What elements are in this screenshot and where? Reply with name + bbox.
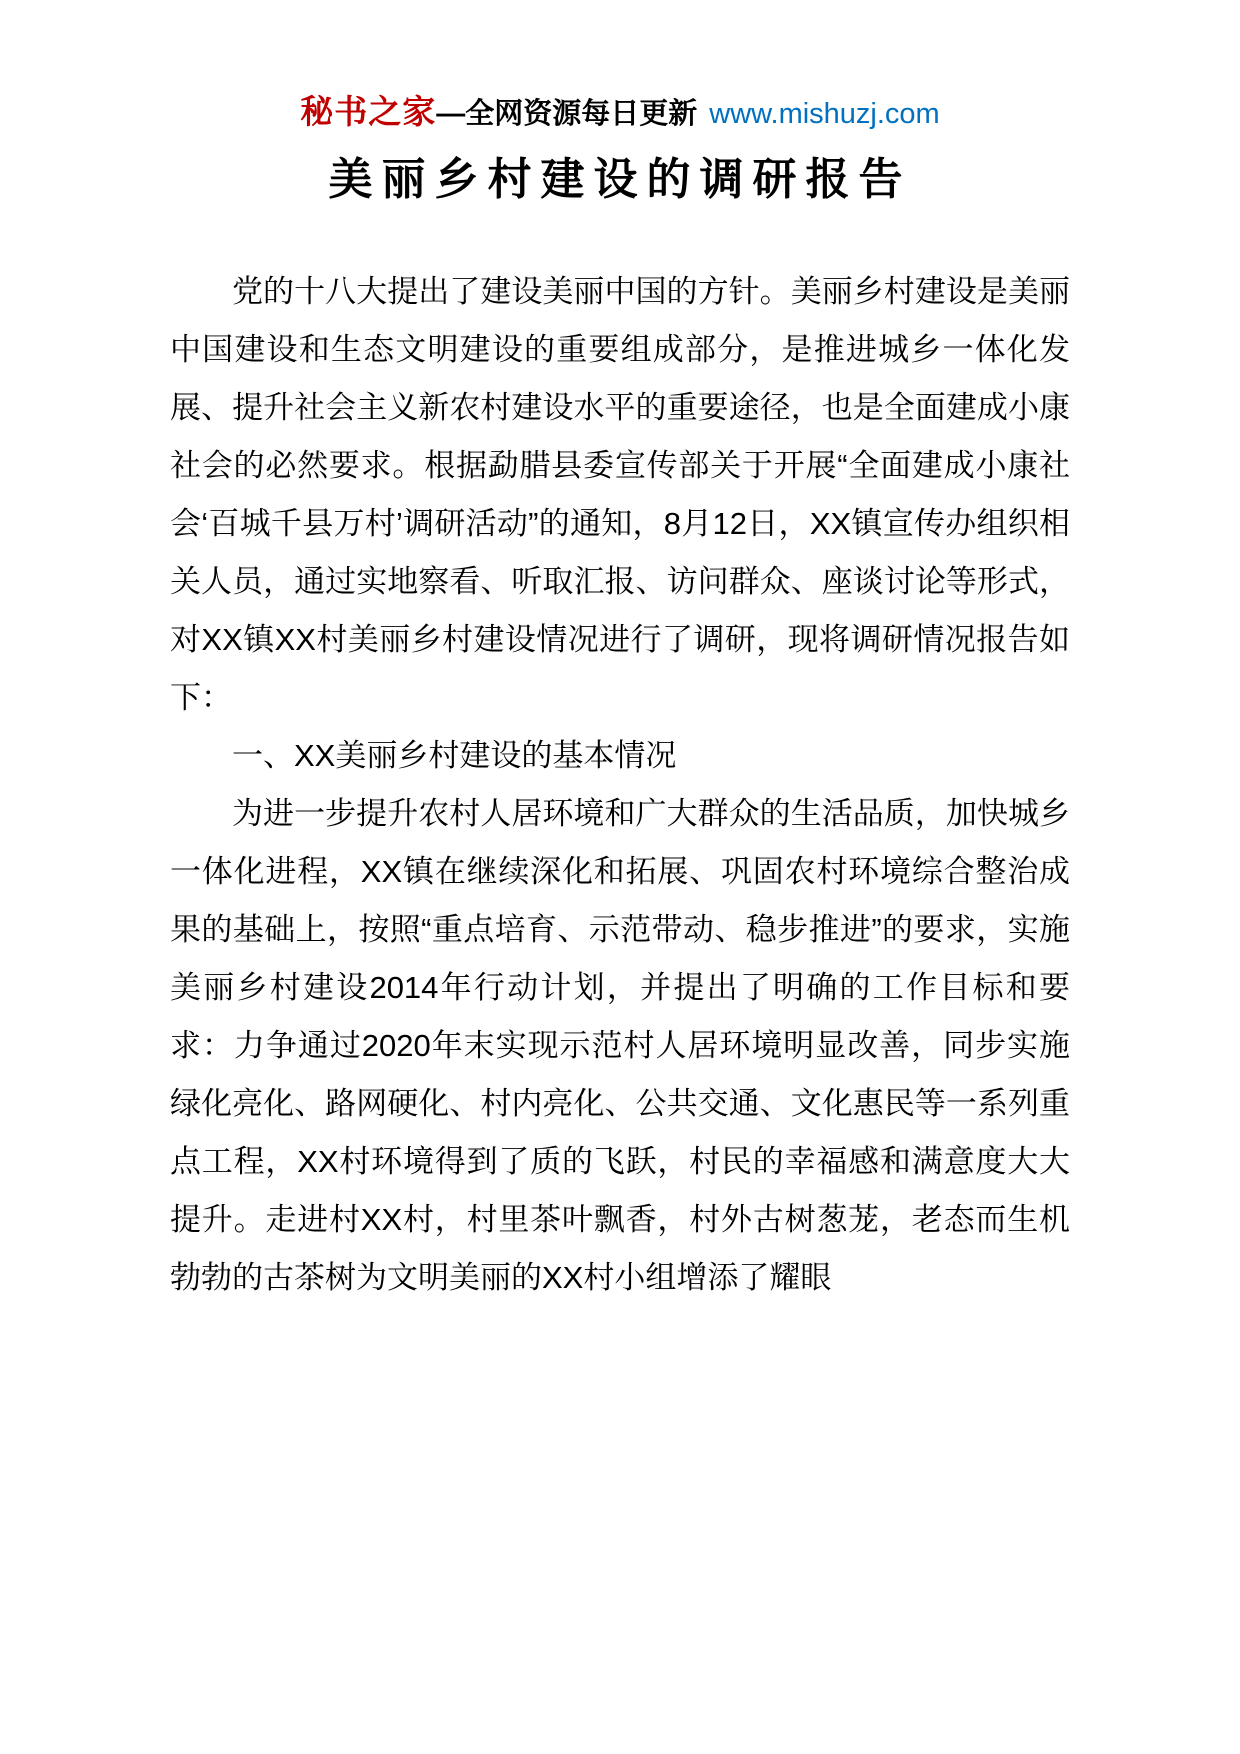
paragraph-intro: 党的十八大提出了建设美丽中国的方针。美丽乡村建设是美丽中国建设和生态文明建设的重要组成部分，是推进城乡一体化发展、提升社会主义新农村建设水平的重要途径，也是全面建成小康社会的必然要求。根据勐腊县委宣传部关于开展“全面建成小康社会‘百城千县万村’调研活动”的通知，8月12日，XX镇宣传办组织相关人员，通过实地察看、听取汇报、访问群众、座谈讨论等形式，对XX镇XX村美丽乡村建设情况进行了调研，现将调研情况报告如下： — [170, 274, 1070, 715]
section-heading-1: 一、XX美丽乡村建设的基本情况 — [232, 738, 677, 773]
document-title: 美丽乡村建设的调研报告 — [328, 155, 912, 204]
document-body — [170, 263, 1070, 1307]
paragraph-section-1: 为进一步提升农村人居环境和广大群众的生活品质，加快城乡一体化进程，XX镇在继续深化和拓展、巩固农村环境综合整治成果的基础上，按照“重点培育、示范带动、稳步推进”的要求，实施美丽乡村建设2014年行动计划，并提出了明确的工作目标和要求：力争通过2020年末实现示范村人居环境明显改善，同步实施绿化亮化、路网硬化、村内亮化、公共交通、文化惠民等一系列重点工程，XX村环境得到了质的飞跃，村民的幸福感和满意度大大提升。走进村XX村，村里茶叶飘香，村外古树葱茏，老态而生机勃勃的古茶树为文明美丽的XX村小组增添了耀眼 — [170, 796, 1070, 1295]
site-name: 秘书之家 — [300, 93, 437, 130]
site-tagline: —全网资源每日更新 — [436, 98, 698, 130]
site-url-link[interactable]: www.mishuzj.com — [709, 98, 940, 130]
site-header — [170, 86, 1070, 133]
